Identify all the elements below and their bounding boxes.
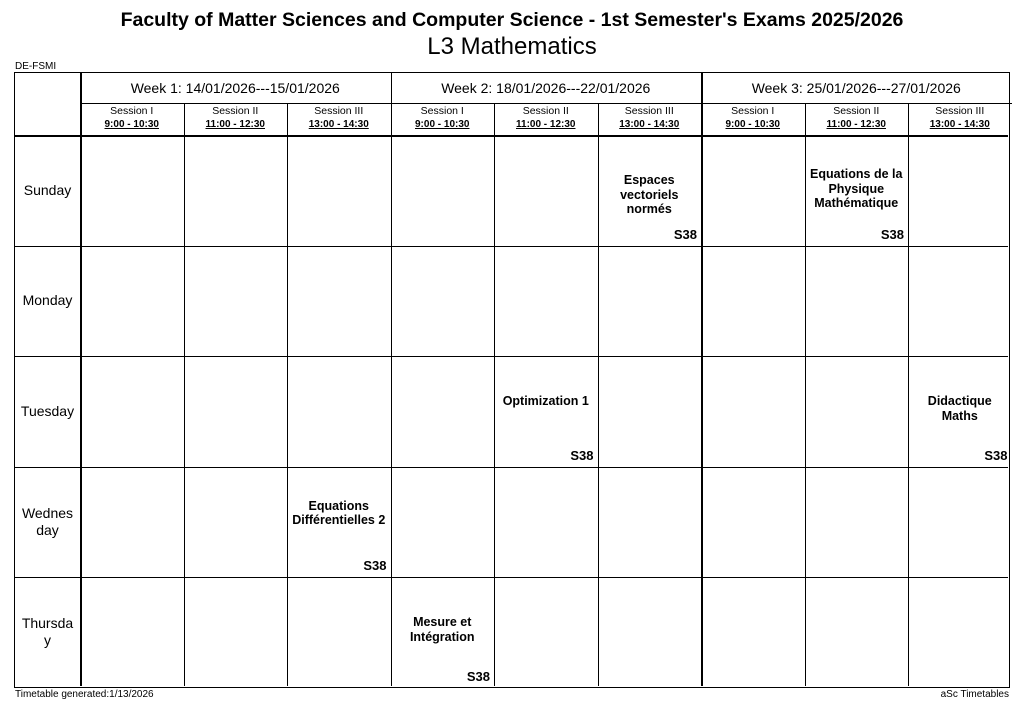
session-time: 9:00 - 10:30 — [104, 119, 159, 130]
exam-subject: Equations Différentielles 2 — [292, 498, 386, 527]
day-label: Wednes day — [21, 504, 74, 538]
timetable-grid — [14, 72, 1010, 688]
session-name: Session II — [522, 105, 569, 117]
session-time: 13:00 - 14:30 — [619, 119, 680, 130]
exam-card[interactable] — [805, 135, 909, 246]
week-header-divider — [80, 103, 1012, 104]
exam-room: S38 — [984, 447, 1008, 463]
exam-card[interactable] — [908, 356, 1012, 467]
session-name: Session III — [624, 105, 674, 117]
column-divider — [80, 73, 82, 686]
session-header — [184, 103, 288, 135]
session-header — [494, 103, 598, 135]
software-credit: aSc Timetables — [940, 689, 1009, 700]
session-time: 11:00 - 12:30 — [205, 119, 265, 130]
page-title: Faculty of Matter Sciences and Computer Science - 1st Semester's Exams 2025/2026 — [120, 9, 904, 31]
row-divider — [15, 467, 1008, 468]
week-header: Week 2: 18/01/2026---22/01/2026 — [441, 80, 651, 96]
week-header: Week 1: 14/01/2026---15/01/2026 — [130, 80, 340, 96]
exam-subject: Espaces vectoriels normés — [620, 173, 679, 216]
session-time: 9:00 - 10:30 — [725, 119, 780, 130]
day-label: Monday — [22, 292, 73, 309]
exam-subject: Optimization 1 — [502, 394, 589, 408]
column-divider — [287, 103, 288, 686]
session-name: Session I — [420, 105, 464, 117]
week-header: Week 3: 25/01/2026---27/01/2026 — [751, 80, 961, 96]
day-label: Tuesday — [20, 402, 75, 419]
session-time: 13:00 - 14:30 — [308, 119, 369, 130]
row-divider — [15, 246, 1008, 247]
generated-date: Timetable generated:1/13/2026 — [15, 689, 154, 700]
exam-card[interactable] — [391, 577, 495, 688]
exam-room: S38 — [673, 226, 697, 242]
session-name: Session III — [314, 105, 364, 117]
exam-subject: Mesure et Intégration — [409, 615, 475, 644]
exam-room: S38 — [880, 226, 904, 242]
session-time: 11:00 - 12:30 — [516, 119, 576, 130]
row-divider — [15, 577, 1008, 578]
school-code: DE-FSMI — [15, 61, 57, 72]
column-divider — [184, 103, 185, 686]
session-header — [701, 103, 805, 135]
session-name: Session II — [212, 105, 259, 117]
session-header — [598, 103, 702, 135]
session-time: 11:00 - 12:30 — [826, 119, 886, 130]
exam-subject: Didactique Maths — [927, 394, 992, 423]
day-label: Thursda y — [21, 615, 74, 649]
column-divider — [701, 73, 703, 686]
session-header — [805, 103, 909, 135]
exam-room: S38 — [466, 668, 490, 684]
exam-card[interactable] — [598, 135, 702, 246]
session-time: 13:00 - 14:30 — [929, 119, 990, 130]
session-time: 9:00 - 10:30 — [415, 119, 470, 130]
day-label: Sunday — [23, 181, 72, 198]
exam-card[interactable] — [287, 467, 391, 578]
session-name: Session II — [833, 105, 880, 117]
session-name: Session III — [935, 105, 985, 117]
exam-subject: Equations de la Physique Mathématique — [810, 167, 903, 210]
exam-card[interactable] — [494, 356, 598, 467]
session-header — [908, 103, 1012, 135]
session-name: Session I — [731, 105, 775, 117]
class-subtitle: L3 Mathematics — [427, 33, 597, 60]
session-name: Session I — [110, 105, 154, 117]
session-header — [391, 103, 495, 135]
session-header — [287, 103, 391, 135]
exam-room: S38 — [363, 558, 387, 573]
exam-room: S38 — [570, 447, 594, 463]
session-header — [80, 103, 184, 135]
